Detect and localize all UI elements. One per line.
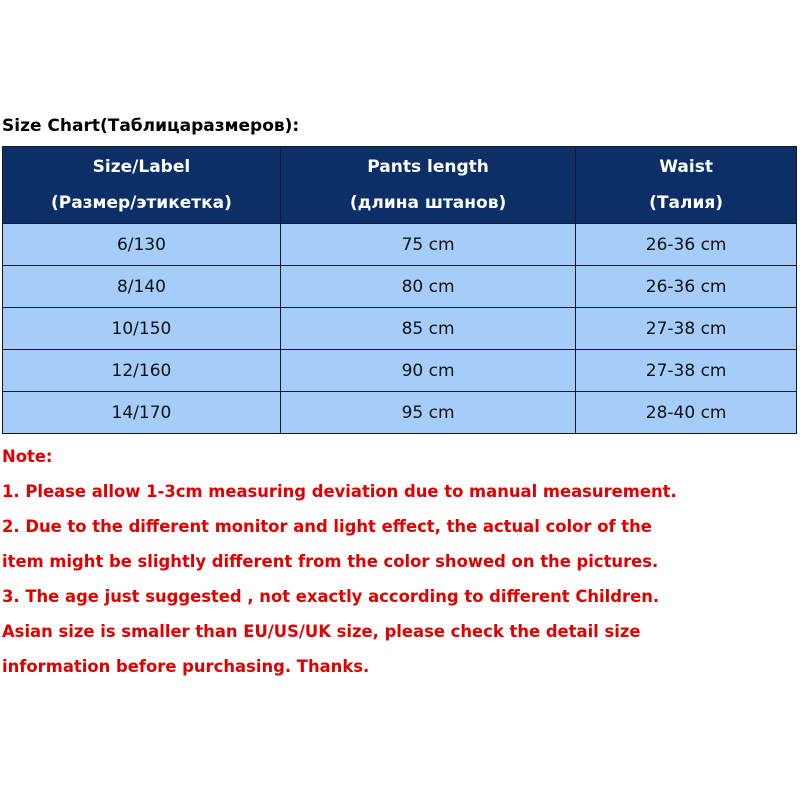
header-size-label-ru: (Размер/этикетка) — [50, 193, 232, 213]
note-line: 3. The age just suggested , not exactly according to different Children. — [2, 587, 660, 606]
cell-size: 12/160 — [3, 350, 281, 392]
note-line: Asian size is smaller than EU/US/UK size, please check the detail size — [2, 622, 641, 641]
cell-pants-length: 85 cm — [280, 308, 575, 350]
note-line: 1. Please allow 1-3cm measuring deviation due to manual measurement. — [2, 482, 677, 501]
cell-size: 14/170 — [3, 392, 281, 434]
table-row — [3, 224, 797, 266]
cell-pants-length: 80 cm — [280, 266, 575, 308]
table-row — [3, 392, 797, 434]
header-waist-ru: (Талия) — [649, 193, 724, 213]
cell-waist: 26-36 cm — [576, 266, 797, 308]
header-size-label-en: Size/Label — [92, 157, 191, 177]
cell-pants-length: 75 cm — [280, 224, 575, 266]
header-size-label — [3, 147, 281, 224]
cell-waist: 27-38 cm — [576, 308, 797, 350]
header-pants-length — [280, 147, 575, 224]
note-line: information before purchasing. Thanks. — [2, 657, 370, 676]
table-row — [3, 266, 797, 308]
cell-size: 10/150 — [3, 308, 281, 350]
table-row — [3, 308, 797, 350]
header-waist-en: Waist — [659, 157, 713, 177]
note-heading: Note: — [2, 447, 53, 466]
note-line: 2. Due to the different monitor and light effect, the actual color of the — [2, 517, 652, 536]
notes-section — [2, 444, 798, 689]
cell-pants-length: 90 cm — [280, 350, 575, 392]
cell-waist: 27-38 cm — [576, 350, 797, 392]
cell-size: 8/140 — [3, 266, 281, 308]
table-row — [3, 350, 797, 392]
header-pants-length-ru: (длина штанов) — [349, 193, 507, 213]
size-chart-title: Size Chart(Таблицаразмеров): — [2, 116, 300, 136]
cell-waist: 26-36 cm — [576, 224, 797, 266]
cell-pants-length: 95 cm — [280, 392, 575, 434]
note-line: item might be slightly different from the color showed on the pictures. — [2, 552, 659, 571]
table-header-row — [3, 147, 797, 224]
cell-size: 6/130 — [3, 224, 281, 266]
size-chart-table — [2, 146, 797, 434]
cell-waist: 28-40 cm — [576, 392, 797, 434]
header-waist — [576, 147, 797, 224]
header-pants-length-en: Pants length — [367, 157, 489, 177]
